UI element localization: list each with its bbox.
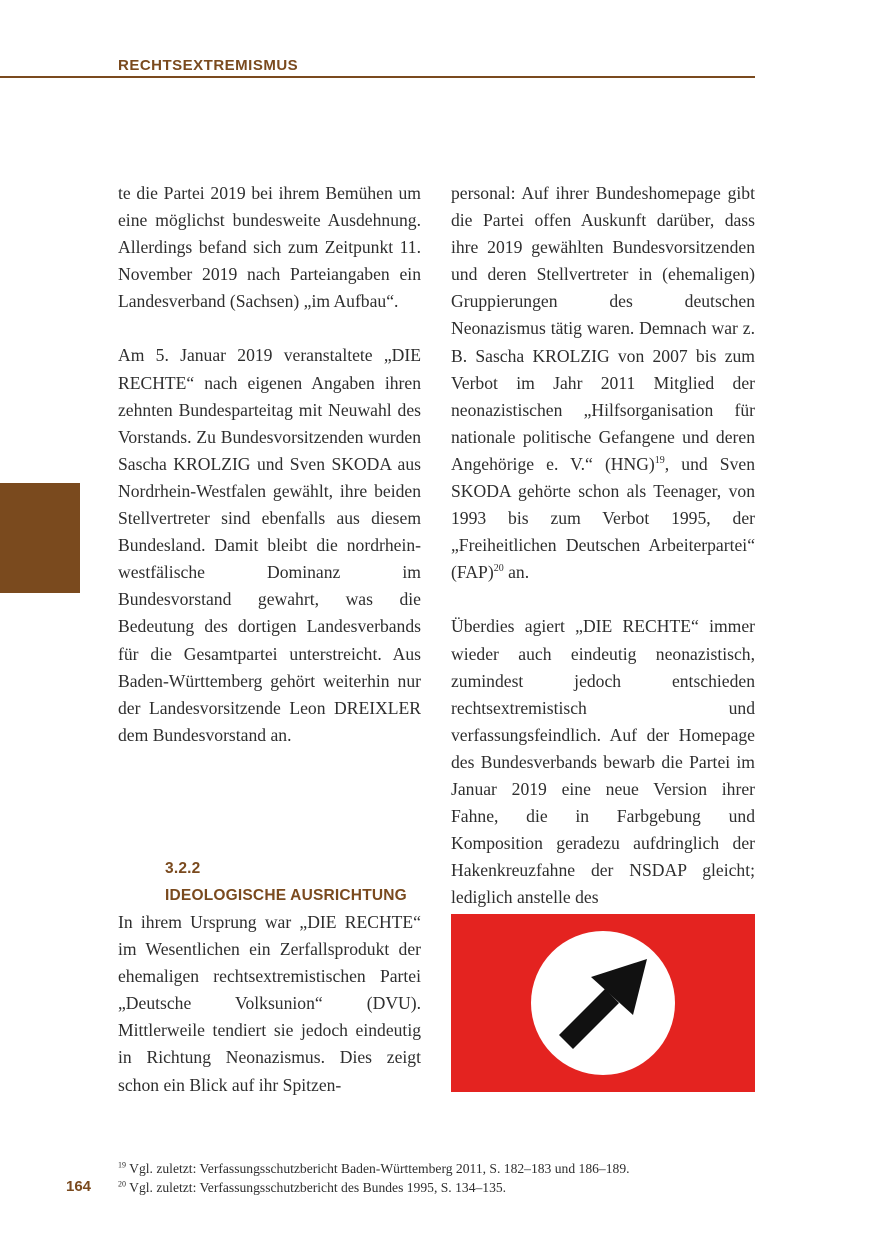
footnotes [118, 1159, 778, 1197]
party-flag-image [451, 914, 755, 1092]
flag-graphic [451, 914, 755, 1092]
footnote-number: 20 [118, 1179, 126, 1189]
right-paragraph-1-part-c: an. [503, 562, 530, 583]
right-paragraph-2: Überdies agiert „DIE RECHTE“ immer wieder auch eindeutig neonazistisch, zumindest jedoch entschieden rechtsextremistisch und verfassungsfeindlich. Auf der Homepage des Bundesverbands bewarb die Partei im Januar 2019 eine neue Version ihrer Fahne, die in Farbgebung und Komposition geradezu aufdringlich der Hakenkreuzfahne der NSDAP gleicht; lediglich anstelle des [451, 616, 755, 908]
running-header: RECHTSEXTREMISMUS [118, 57, 299, 74]
section-heading: IDEOLOGISCHE AUSRICHTUNG [165, 887, 407, 904]
chapter-side-tab [0, 483, 80, 593]
left-paragraph-2: Am 5. Januar 2019 veranstaltete „DIE RECHTE“ nach eigenen Angaben ihren zehnten Bundesparteitag mit Neuwahl des Vorstands. Zu Bundesvorsitzenden wurden Sascha KROLZIG und Sven SKODA aus Nordrhein-Westfalen gewählt, ihre beiden Stellvertreter sind ebenfalls aus diesem Bundesland. Damit bleibt die nordrhein-westfälische Dominanz im Bundesvorstand gewahrt, was die Bedeutung des dortigen Landesverbands für die Gesamtpartei unterstreicht. Aus Baden-Württemberg gehört weiterhin nur der Landesvorsitzende Leon DREIXLER dem Bundesvorstand an. [118, 345, 421, 745]
footnote-text: Vgl. zuletzt: Verfassungsschutzbericht Baden-Württemberg 2011, S. 182–183 und 186–189. [129, 1161, 630, 1176]
page-number: 164 [66, 1178, 92, 1195]
right-paragraph-1 [451, 180, 755, 586]
section-paragraph-1: In ihrem Ursprung war „DIE RECHTE“ im Wesentlichen ein Zerfallsprodukt der ehemaligen rechtsextremistischen Partei „Deutsche Volksunion“ (DVU). Mittlerweile tendiert sie jedoch eindeutig in Richtung Neonazismus. Dies zeigt schon ein Blick auf ihr Spitzen- [118, 912, 421, 1095]
section-body [118, 909, 421, 1099]
footnote-20 [118, 1178, 778, 1197]
footnote-number: 19 [118, 1160, 126, 1170]
header-rule [0, 76, 755, 78]
footnote-ref-20[interactable]: 20 [493, 563, 504, 575]
footnote-19 [118, 1159, 778, 1178]
footnote-ref-19[interactable]: 19 [654, 455, 665, 467]
left-column [118, 180, 421, 749]
left-paragraph-1: te die Partei 2019 bei ihrem Bemühen um eine möglichst bundesweite Ausdehnung. Allerdings befand sich zum Zeitpunkt 11. November 2019 nach Parteiangaben ein Landesverband (Sachsen) „im Aufbau“. [118, 183, 421, 312]
section-number: 3.2.2 [165, 860, 201, 877]
right-paragraph-1-part-a: personal: Auf ihrer Bundeshomepage gibt die Partei offen Auskunft darüber, dass ihre 2019 gewählten Bundesvorsitzenden und deren Stellvertreter in (ehemaligen) Gruppierungen des deutschen Neonazismus tätig waren. Demnach war z. B. Sascha KROLZIG von 2007 bis zum Verbot im Jahr 2011 Mitglied der neonazistischen „Hilfsorganisation für nationale politische Gefangene und deren Angehörige e. V.“ (HNG) [451, 183, 755, 474]
footnote-text: Vgl. zuletzt: Verfassungsschutzbericht des Bundes 1995, S. 134–135. [129, 1180, 507, 1195]
right-column [451, 180, 755, 911]
right-paragraph-1-part-b: , und Sven SKODA gehörte schon als Teenager, von 1993 bis zum Verbot 1995, der „Freiheitlichen Deutschen Arbeiterpartei“ (FAP) [451, 453, 755, 583]
